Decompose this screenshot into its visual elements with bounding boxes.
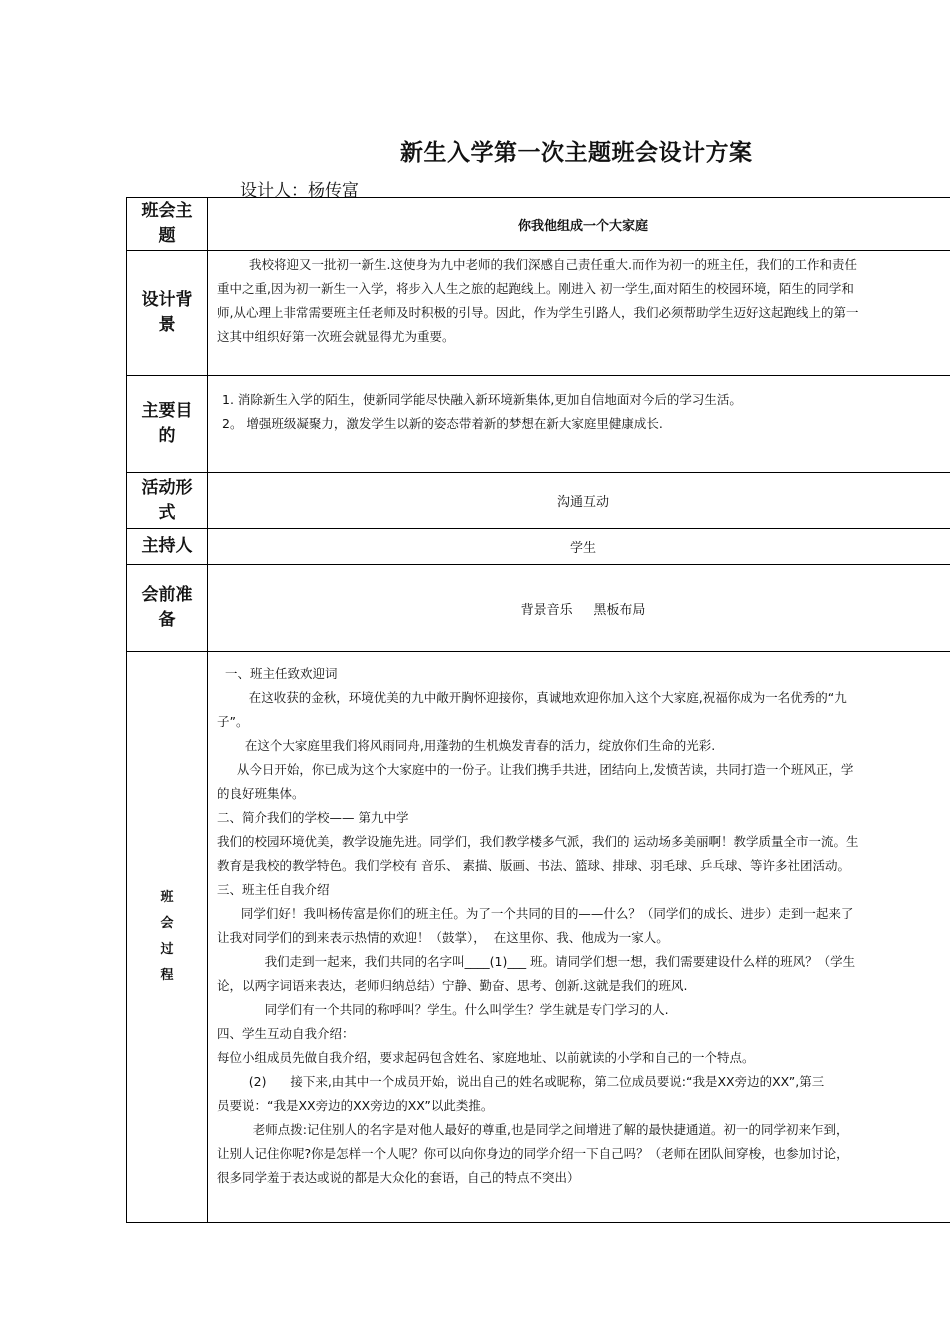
text-line: 同学们好！我叫杨传富是你们的班主任。为了一个共同的目的——什么？（同学们的成长、进步）走到一起来了 [217, 906, 854, 921]
text-line: 在这个大家庭里我们将风雨同舟,用蓬勃的生机焕发青春的活力，绽放你们生命的光彩. [217, 738, 716, 753]
text-line: 同学们有一个共同的称呼叫？学生。什么叫学生？学生就是专门学习的人. [217, 1002, 669, 1017]
text-line: 二、简介我们的学校—— 第九中学 [217, 810, 409, 825]
value-process [208, 652, 950, 1223]
plan-table [126, 197, 950, 1223]
value-goals [208, 376, 950, 473]
text-line: 教育是我校的教学特色。我们学校有 音乐、 素描、版画、书法、篮球、排球、羽毛球、乒乓球、等许多社团活动。 [217, 858, 850, 873]
text-line: 在这收获的金秋，环境优美的九中敞开胸怀迎接你，真诚地欢迎你加入这个大家庭,祝福你成为一名优秀的“九 [217, 690, 847, 705]
text-line: 员要说：“我是XX旁边的XX旁边的XX”以此类推。 [217, 1098, 494, 1113]
text-line: 师,从心理上非常需要班主任老师及时积极的引导。因此，作为学生引路人，我们必须帮助学生迈好这起跑线上的第一 [217, 305, 859, 320]
text-line: 老师点拨:记住别人的名字是对他人最好的尊重,也是同学之间增进了解的最快捷通道。初一的同学初来乍到， [217, 1122, 849, 1137]
label-process: 班会过程 [127, 652, 208, 1223]
text-line: 一、班主任致欢迎词 [217, 666, 338, 681]
text-line: 从今日开始，你已成为这个大家庭中的一份子。让我们携手共进，团结向上,发愤苦读，共同打造一个班风正，学 [217, 762, 854, 777]
label-goals: 主要目的 [127, 376, 208, 473]
row-process [127, 652, 950, 1223]
value-theme: 你我他组成一个大家庭 [208, 198, 950, 251]
text-line: 我们走到一起来，我们共同的名字叫____(1)___ 班。请同学们想一想，我们需要建设什么样的班风？（学生 [217, 954, 856, 969]
text-line: 四、学生互动自我介绍： [217, 1026, 355, 1041]
row-host [127, 529, 950, 565]
text-line: 子”。 [217, 714, 249, 729]
value-background [208, 251, 950, 376]
text-line: 1. 消除新生入学的陌生，使新同学能尽快融入新环境新集体,更加自信地面对今后的学习生活。 [222, 392, 742, 407]
background-text [208, 251, 950, 349]
document-title: 新生入学第一次主题班会设计方案 [400, 139, 753, 166]
row-goals [127, 376, 950, 473]
process-text [208, 652, 950, 1190]
text-line: 三、班主任自我介绍 [217, 882, 330, 897]
row-form [127, 473, 950, 529]
text-line: 的良好班集体。 [217, 786, 305, 801]
label-form: 活动形式 [127, 473, 208, 529]
text-line: 我们的校园环境优美，教学设施先进。同学们，我们教学楼多气派，我们的 运动场多美丽啊！教学质量全市一流。生 [217, 834, 859, 849]
text-line: 这其中组织好第一次班会就显得尤为重要。 [217, 329, 455, 344]
text-line: (2) 接下来,由其中一个成员开始，说出自己的姓名或昵称，第二位成员要说:“我是XX旁边的XX”,第三 [217, 1074, 825, 1089]
text-line: 重中之重,因为初一新生一入学，将步入人生之旅的起跑线上。刚进入 初一学生,面对陌生的校园环境，陌生的同学和 [217, 281, 854, 296]
label-background: 设计背景 [127, 251, 208, 376]
text-line: 2。 增强班级凝聚力，激发学生以新的姿态带着新的梦想在新大家庭里健康成长. [222, 416, 663, 431]
row-prep [127, 565, 950, 652]
goals-text [208, 376, 950, 436]
text-line: 让我对同学们的到来表示热情的欢迎！（鼓掌）， 在这里你、我、他成为一家人。 [217, 930, 669, 945]
text-line: 让别人记住你呢?你是怎样一个人呢？你可以向你身边的同学介绍一下自己吗？（老师在团队间穿梭，也参加讨论， [217, 1146, 849, 1161]
value-form: 沟通互动 [208, 473, 950, 529]
label-prep: 会前准备 [127, 565, 208, 652]
text-line: 很多同学羞于表达或说的都是大众化的套语，自己的特点不突出） [217, 1170, 580, 1185]
text-line: 我校将迎又一批初一新生.这使身为九中老师的我们深感自己责任重大.而作为初一的班主任，我们的工作和责任 [249, 257, 857, 272]
row-theme [127, 198, 950, 251]
value-prep: 背景音乐 黑板布局 [208, 565, 950, 652]
label-theme: 班会主题 [127, 198, 208, 251]
designer-line: 设计人：杨传富 [240, 181, 359, 201]
text-line: 论，以两字词语来表达，老师归纳总结）宁静、勤奋、思考、创新.这就是我们的班风. [217, 978, 688, 993]
row-background [127, 251, 950, 376]
value-host: 学生 [208, 529, 950, 565]
label-host: 主持人 [127, 529, 208, 565]
text-line: 每位小组成员先做自我介绍，要求起码包含姓名、家庭地址、以前就读的小学和自己的一个特点。 [217, 1050, 755, 1065]
